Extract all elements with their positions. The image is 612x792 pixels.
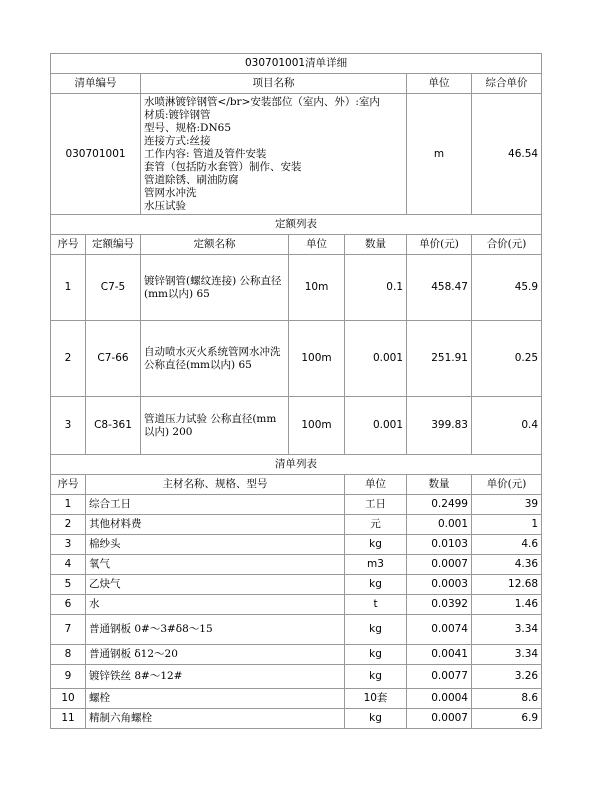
material-name: 氧气 [86, 555, 345, 575]
page-title: 030701001清单详细 [51, 54, 542, 74]
material-unit: 工日 [345, 495, 407, 515]
material-name: 棉纱头 [86, 535, 345, 555]
material-name: 普通钢板 δ12～20 [86, 645, 345, 665]
material-qty: 0.0077 [407, 665, 472, 689]
material-row [51, 495, 542, 515]
material-price: 3.26 [472, 665, 542, 689]
material-qty: 0.0074 [407, 615, 472, 645]
material-name: 普通钢板 0#～3#δ8～15 [86, 615, 345, 645]
material-section-title: 清单列表 [51, 455, 542, 475]
material-unit: 元 [345, 515, 407, 535]
unit-header: 单位 [407, 74, 472, 94]
material-price: 4.6 [472, 535, 542, 555]
material-row [51, 645, 542, 665]
quota-col-total: 合价(元) [472, 235, 542, 255]
material-no: 1 [51, 495, 86, 515]
material-price: 4.36 [472, 555, 542, 575]
item-header-row [51, 74, 542, 94]
item-price: 46.54 [472, 94, 542, 215]
quota-name: 管道压力试验 公称直径(mm以内) 200 [141, 397, 289, 455]
material-qty: 0.0041 [407, 645, 472, 665]
material-row [51, 515, 542, 535]
material-row [51, 555, 542, 575]
material-unit: 10套 [345, 689, 407, 709]
material-unit: m3 [345, 555, 407, 575]
material-header-row [51, 475, 542, 495]
quota-code: C8-361 [86, 397, 141, 455]
material-unit: t [345, 595, 407, 615]
material-qty: 0.0007 [407, 555, 472, 575]
quota-qty: 0.001 [345, 321, 407, 397]
material-no: 8 [51, 645, 86, 665]
material-unit: kg [345, 535, 407, 555]
material-name: 其他材料费 [86, 515, 345, 535]
material-qty: 0.0392 [407, 595, 472, 615]
material-row [51, 689, 542, 709]
quota-qty: 0.1 [345, 255, 407, 321]
quota-col-code: 定额编号 [86, 235, 141, 255]
material-col-no: 序号 [51, 475, 86, 495]
quota-header-row [51, 235, 542, 255]
quota-col-qty: 数量 [345, 235, 407, 255]
quota-unit: 10m [289, 255, 345, 321]
material-price: 8.6 [472, 689, 542, 709]
material-qty: 0.2499 [407, 495, 472, 515]
material-row [51, 709, 542, 729]
material-unit: kg [345, 575, 407, 595]
material-row [51, 575, 542, 595]
quota-col-price: 单价(元) [407, 235, 472, 255]
material-row [51, 595, 542, 615]
item-row [51, 94, 542, 215]
quota-no: 1 [51, 255, 86, 321]
quota-total: 0.4 [472, 397, 542, 455]
material-col-qty: 数量 [407, 475, 472, 495]
quota-total: 45.9 [472, 255, 542, 321]
material-price: 3.34 [472, 645, 542, 665]
material-no: 7 [51, 615, 86, 645]
material-row [51, 615, 542, 645]
material-name: 镀锌铁丝 8#～12# [86, 665, 345, 689]
material-price: 1 [472, 515, 542, 535]
material-no: 5 [51, 575, 86, 595]
item-unit: m [407, 94, 472, 215]
material-qty: 0.0003 [407, 575, 472, 595]
material-price: 12.68 [472, 575, 542, 595]
code-header: 清单编号 [51, 74, 141, 94]
name-header: 项目名称 [141, 74, 407, 94]
quota-no: 3 [51, 397, 86, 455]
material-qty: 0.001 [407, 515, 472, 535]
quota-qty: 0.001 [345, 397, 407, 455]
material-qty: 0.0103 [407, 535, 472, 555]
quota-price: 251.91 [407, 321, 472, 397]
material-no: 2 [51, 515, 86, 535]
material-price: 3.34 [472, 615, 542, 645]
quota-col-no: 序号 [51, 235, 86, 255]
material-name: 综合工日 [86, 495, 345, 515]
quota-row [51, 397, 542, 455]
material-name: 乙炔气 [86, 575, 345, 595]
material-unit: kg [345, 615, 407, 645]
material-unit: kg [345, 645, 407, 665]
material-unit: kg [345, 665, 407, 689]
quota-price: 399.83 [407, 397, 472, 455]
material-col-name: 主材名称、规格、型号 [86, 475, 345, 495]
quota-price: 458.47 [407, 255, 472, 321]
quota-total: 0.25 [472, 321, 542, 397]
material-name: 水 [86, 595, 345, 615]
material-col-price: 单价(元) [472, 475, 542, 495]
material-no: 4 [51, 555, 86, 575]
material-name: 螺栓 [86, 689, 345, 709]
quota-no: 2 [51, 321, 86, 397]
quota-row [51, 255, 542, 321]
material-row [51, 535, 542, 555]
quota-unit: 100m [289, 321, 345, 397]
quota-section-title: 定额列表 [51, 215, 542, 235]
material-row [51, 665, 542, 689]
material-no: 9 [51, 665, 86, 689]
bill-detail-table [50, 53, 542, 729]
material-no: 6 [51, 595, 86, 615]
quota-col-name: 定额名称 [141, 235, 289, 255]
material-price: 6.9 [472, 709, 542, 729]
quota-name: 自动喷水灭火系统管网水冲洗 公称直径(mm以内) 65 [141, 321, 289, 397]
material-unit: kg [345, 709, 407, 729]
material-price: 1.46 [472, 595, 542, 615]
quota-row [51, 321, 542, 397]
quota-code: C7-5 [86, 255, 141, 321]
material-col-unit: 单位 [345, 475, 407, 495]
material-no: 11 [51, 709, 86, 729]
material-no: 3 [51, 535, 86, 555]
material-qty: 0.0007 [407, 709, 472, 729]
quota-col-unit: 单位 [289, 235, 345, 255]
quota-name: 镀锌钢管(螺纹连接) 公称直径(mm以内) 65 [141, 255, 289, 321]
price-header: 综合单价 [472, 74, 542, 94]
material-no: 10 [51, 689, 86, 709]
material-qty: 0.0004 [407, 689, 472, 709]
quota-unit: 100m [289, 397, 345, 455]
item-description: 水喷淋镀锌钢管</br>安装部位（室内、外）:室内 材质:镀锌钢管 型号、规格:DN65 连接方式:丝接 工作内容: 管道及管件安装 套管（包括防水套管）制作、安装 管道除锈、刷油防腐 管网水冲洗 水压试验 [141, 94, 407, 215]
item-code: 030701001 [51, 94, 141, 215]
material-price: 39 [472, 495, 542, 515]
material-name: 精制六角螺栓 [86, 709, 345, 729]
quota-code: C7-66 [86, 321, 141, 397]
